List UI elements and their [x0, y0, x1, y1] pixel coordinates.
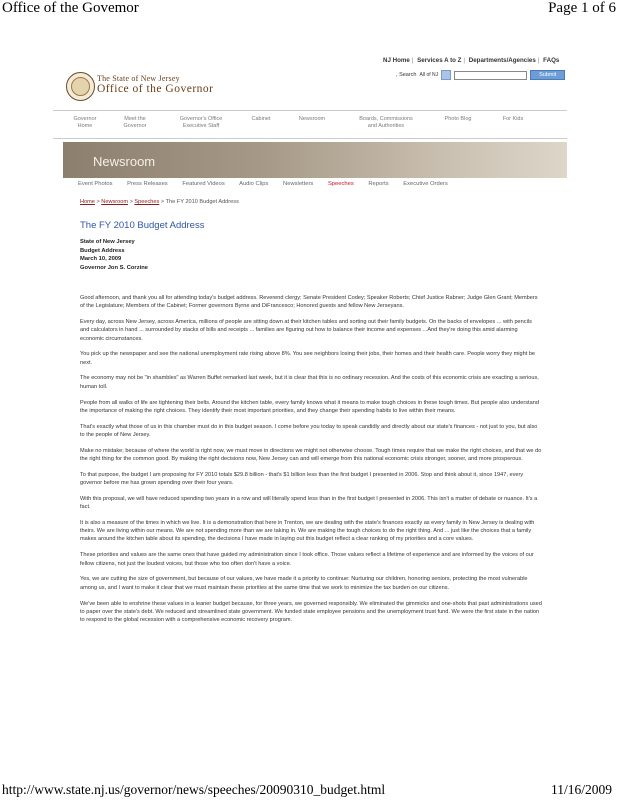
paragraph: To that purpose, the budget I am proposing for FY 2010 totals $29.8 billion - that's $1 billion less than the first budget I presented in 2006. Stop and think about it, since 1947, every governor before me has grown spending over their four years.	[80, 471, 524, 487]
breadcrumb-newsroom[interactable]: Newsroom	[101, 199, 129, 205]
nav-governor-home[interactable]: Governor Home	[73, 116, 97, 129]
print-header-page: Page 1 of 6	[548, 0, 616, 16]
top-link-services[interactable]: Services A to Z	[417, 57, 462, 64]
breadcrumb-home[interactable]: Home	[80, 199, 95, 205]
nav-boards[interactable]: Boards, Commissions and Authorities	[359, 116, 413, 129]
submit-button[interactable]: Submit	[530, 70, 565, 80]
subnav-speeches[interactable]: Speeches	[327, 181, 354, 187]
paragraph: With this proposal, we will have reduced spending two years in a row and will literally spend less than in the first budget I presented in 2006. This isn't a matter of debate or nuance. It's a fact.	[80, 495, 538, 511]
subnav-executive-orders[interactable]: Executive Orders	[403, 181, 448, 187]
paragraph: These priorities and values are the same ones that have guided my administration since I took office. Those values reflect a lifetime of experience and are informed by the voices of our fellow citizens, not just the loudest voices, but those who too often don't have a voice.	[80, 552, 534, 567]
subnav-featured-videos[interactable]: Featured Videos	[182, 181, 225, 187]
subnav-reports[interactable]: Reports	[368, 181, 389, 187]
meta-state: State of New Jersey	[80, 239, 135, 245]
paragraph: Yes, we are cutting the size of government, but because of our values, we have made it a priority to continue: Nurturing our children, honoring seniors, protecting the most vulnerable among us, and I want to make it clear that we must maintain these priorities at the same time that we work to minimize the tax burden on our citizens.	[80, 576, 528, 591]
breadcrumb-speeches[interactable]: Speeches	[134, 199, 160, 205]
sub-nav	[78, 181, 461, 187]
paragraph: The economy may not be "in shambles" as Warren Buffet remarked last week, but it is clear that this is no ordinary recession. And the costs of this economic crisis are exacting a serious, human toll.	[80, 375, 539, 390]
nav-cabinet[interactable]: Cabinet	[251, 116, 271, 122]
nav-executive-staff[interactable]: Governor's Office Executive Staff	[179, 116, 223, 129]
banner-title: Newsroom	[93, 154, 156, 169]
paragraph: Every day, across New Jersey, across America, millions of people are sitting down at their kitchen tables and sorting out their family budgets. On the backs of envelopes ... with pencils and calculators in hand ... surrounded by stacks of bills and receipts ... families are figuring out how to balance their income and expenses ...And they're doing this amid alarming economic circumstances.	[80, 319, 532, 342]
meta-date: March 10, 2009	[80, 256, 122, 262]
paragraph: It is also a measure of the times in which we live. It is a demonstration that here in Trenton, we are dealing with the state's finances exactly as every family in New Jersey is dealing with theirs. We are living within our means. We are not spending more than we are taking in. We are making the tough choices to do the right thing. And ... just like the choices that a family makes around the kitchen table about its spending, the decisions I have made in laying out this budget reflect a clear ranking of my priorities and a core values.	[80, 520, 535, 543]
print-footer-url: http://www.state.nj.us/governor/news/speeches/20090310_budget.html	[2, 782, 386, 797]
print-footer	[0, 782, 618, 798]
search-input[interactable]	[454, 71, 527, 80]
paragraph: We've been able to enshrine these values in a leaner budget because, for three years, we governed responsibly. We eliminated the gimmicks and one-shots that past administrations used to paper over the state's debt. We reduced and streamlined state government. We funded state employee pensions and the unemployment trust fund. We were the first state in the nation to respond to the global recession with a comprehensive economic recovery program.	[80, 600, 542, 623]
brand-line-1: The State of New Jersey	[97, 74, 180, 83]
print-header-title: Office of the Govemor	[2, 0, 139, 16]
top-link-nj-home[interactable]: NJ Home	[383, 57, 410, 64]
main-nav	[53, 110, 567, 139]
top-link-departments[interactable]: Departments/Agencies	[468, 57, 536, 64]
nav-meet-governor[interactable]: Meet the Governor	[123, 116, 147, 129]
article-meta	[80, 238, 148, 272]
dropdown-icon[interactable]	[441, 70, 451, 80]
breadcrumb: Home > Newsroom > Speeches > The FY 2010 Budget Address	[80, 199, 239, 205]
search-bar	[396, 70, 565, 80]
state-seal-icon	[66, 72, 95, 101]
search-label: , Search	[396, 72, 417, 78]
subnav-audio-clips[interactable]: Audio Clips	[239, 181, 269, 187]
meta-speaker: Governor Jon S. Corzine	[80, 264, 148, 271]
print-header	[0, 0, 618, 18]
top-link-faqs[interactable]: FAQs	[543, 57, 560, 64]
paragraph: That's exactly what those of us in this chamber must do in this budget season. I come before you today to speak candidly and directly about our state's finances - not just to you, but also to the people of New Jersey.	[80, 423, 538, 438]
newsroom-banner	[63, 142, 567, 178]
subnav-press-releases[interactable]: Press Releases	[127, 181, 168, 187]
article-body	[80, 294, 542, 632]
breadcrumb-current: The FY 2010 Budget Address	[165, 199, 239, 205]
search-scope-select[interactable]: All of NJ	[419, 72, 439, 78]
subnav-newsletters[interactable]: Newsletters	[283, 181, 314, 187]
paragraph: Good afternoon, and thank you all for attending today's budget address. Reverend clergy; Senate President Codey; Speaker Roberts; Chief Justice Rabner; Judge Glen Grant; Members of the Legislature; Members of the Cabinet; Former governors Byrne and DiFrancesco; Honored guests and fellow New Jerseyans.	[80, 295, 538, 310]
nav-newsroom[interactable]: Newsroom	[298, 116, 326, 122]
paragraph: Make no mistake; because of where the world is right now, we must move in directions we might not otherwise choose. Tough times require that we make the right choices, and that we do the right thing for the common good. By making the right decisions now, New Jersey can and will emerge from this national economic crisis stronger, sooner, and more prosperous.	[80, 447, 542, 462]
nav-for-kids[interactable]: For Kids	[502, 116, 524, 122]
paragraph: You pick up the newspaper and see the national unemployment rate rising above 8%. You see neighbors losing their jobs, their homes and their health care. People worry they might be next.	[80, 351, 536, 366]
print-footer-date: 11/16/2009	[550, 782, 612, 797]
page-title: The FY 2010 Budget Address	[80, 220, 205, 231]
nav-photo-blog[interactable]: Photo Blog	[444, 116, 472, 122]
meta-type: Budget Address	[80, 247, 125, 254]
subnav-event-photos[interactable]: Event Photos	[78, 181, 113, 187]
top-links: NJ Home | Services A to Z | Departments/Agencies | FAQs	[383, 57, 560, 64]
brand-line-2: Office of the Governor	[97, 83, 214, 95]
paragraph: People from all walks of life are tightening their belts. Around the kitchen table, every family knows what it means to make tough choices in these tough times. But people also understand the importance of making the right choices. They identify their most important priorities, and they change their spending habits to live within their means.	[80, 399, 539, 414]
